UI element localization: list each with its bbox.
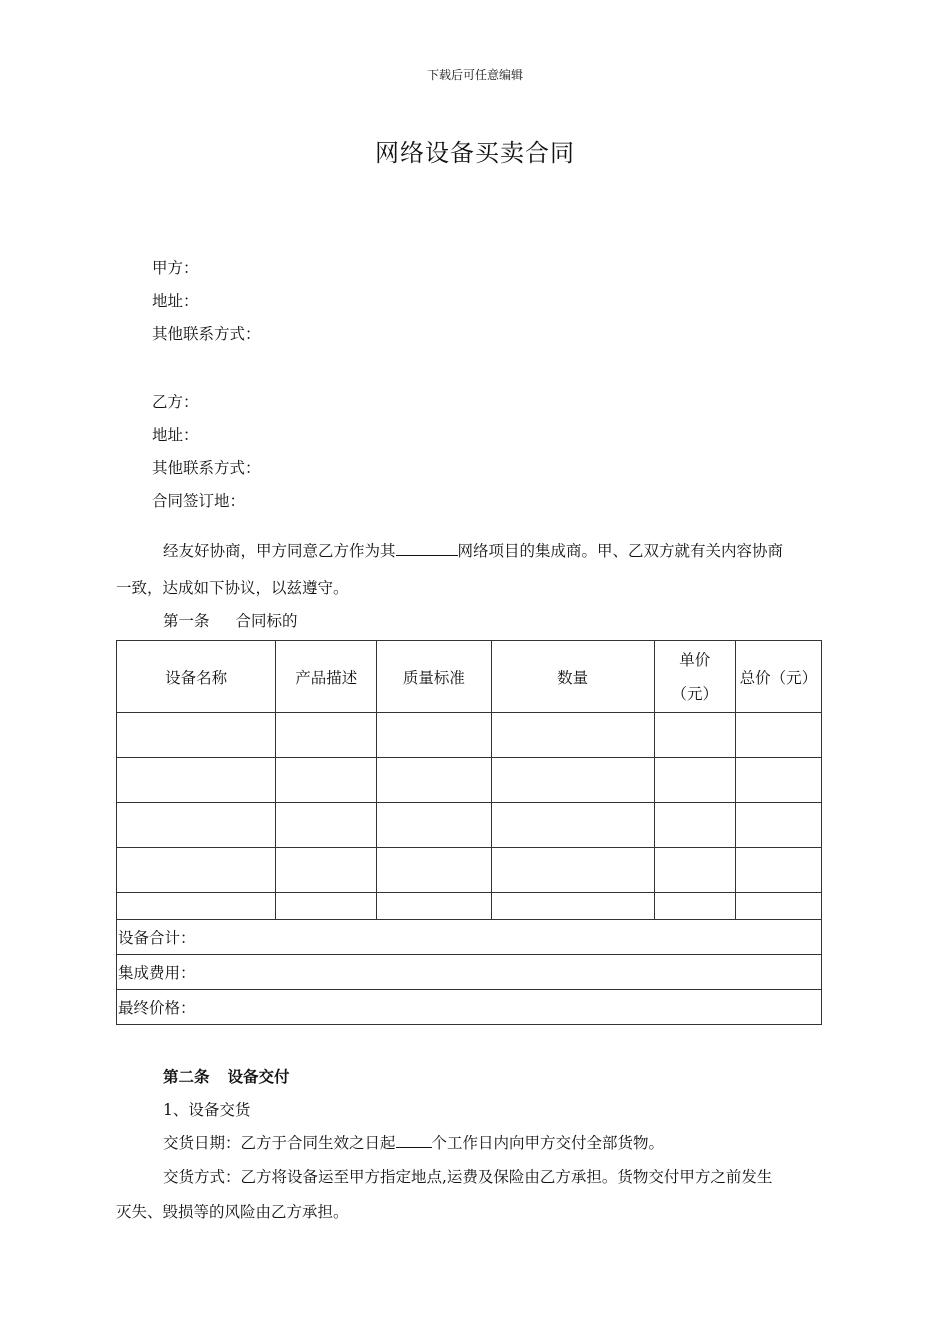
table-cell bbox=[654, 758, 735, 803]
table-cell bbox=[491, 713, 654, 758]
header-quantity: 数量 bbox=[491, 641, 654, 713]
table-cell bbox=[276, 713, 377, 758]
party-b-name-label: 乙方： bbox=[152, 393, 199, 411]
table-cell bbox=[654, 848, 735, 893]
table-cell bbox=[276, 803, 377, 848]
table-cell bbox=[735, 803, 821, 848]
table-cell bbox=[377, 893, 491, 920]
summary-row-final-price bbox=[117, 990, 822, 1025]
table-row bbox=[117, 848, 822, 893]
header-unit-price-label: 单价 bbox=[679, 650, 711, 669]
table-cell bbox=[654, 893, 735, 920]
summary-row-integration-fee bbox=[117, 955, 822, 990]
table-cell bbox=[117, 758, 276, 803]
table-cell bbox=[276, 848, 377, 893]
header-device-name: 设备名称 bbox=[117, 641, 276, 713]
header-unit-price-unit: （元） bbox=[671, 684, 719, 703]
intro-text-1: 经友好协商，甲方同意乙方作为其 bbox=[163, 542, 396, 560]
signing-place-label: 合同签订地： bbox=[152, 492, 246, 510]
article-1-number: 第一条 bbox=[163, 612, 210, 630]
delivery-date-text-2: 个工作日内向甲方交付全部货物。 bbox=[431, 1134, 665, 1152]
table-cell bbox=[491, 803, 654, 848]
party-b-contact-label: 其他联系方式： bbox=[152, 459, 261, 477]
table-row bbox=[117, 758, 822, 803]
article-2-heading bbox=[163, 1065, 290, 1087]
table-cell bbox=[276, 893, 377, 920]
equipment-table bbox=[116, 640, 822, 1025]
intro-line-2: 一致，达成如下协议，以兹遵守。 bbox=[116, 579, 349, 597]
article-1-heading bbox=[163, 609, 298, 631]
table-row bbox=[117, 893, 822, 920]
table-cell bbox=[276, 758, 377, 803]
header-product-description: 产品描述 bbox=[276, 641, 377, 713]
intro-paragraph bbox=[163, 539, 783, 561]
table-cell bbox=[117, 848, 276, 893]
delivery-heading: 1、设备交货 bbox=[163, 1101, 251, 1119]
table-cell bbox=[491, 758, 654, 803]
equipment-total-label: 设备合计： bbox=[117, 920, 822, 955]
table-cell bbox=[491, 893, 654, 920]
table-cell bbox=[117, 893, 276, 920]
article-1-title: 合同标的 bbox=[235, 612, 298, 630]
party-b-address-label: 地址： bbox=[152, 426, 199, 444]
working-days-blank bbox=[396, 1132, 432, 1149]
article-2-number: 第二条 bbox=[163, 1067, 210, 1086]
header-total-price: 总价（元） bbox=[735, 641, 821, 713]
summary-row-equipment-total bbox=[117, 920, 822, 955]
header-note: 下载后可任意编辑 bbox=[426, 68, 523, 82]
table-cell bbox=[491, 848, 654, 893]
party-a-contact-label: 其他联系方式： bbox=[152, 325, 261, 343]
table-cell bbox=[654, 803, 735, 848]
header-quality-standard: 质量标准 bbox=[377, 641, 491, 713]
table-cell bbox=[117, 713, 276, 758]
delivery-date-text-1: 交货日期：乙方于合同生效之日起 bbox=[163, 1134, 396, 1152]
delivery-method-line-2: 灭失、毁损等的风险由乙方承担。 bbox=[116, 1203, 349, 1221]
delivery-method-line-1: 交货方式：乙方将设备运至甲方指定地点,运费及保险由乙方承担。货物交付甲方之前发生 bbox=[163, 1168, 773, 1186]
integration-fee-label: 集成费用： bbox=[117, 955, 822, 990]
table-row bbox=[117, 803, 822, 848]
article-2-title: 设备交付 bbox=[227, 1067, 290, 1086]
final-price-label: 最终价格： bbox=[117, 990, 822, 1025]
party-a-address-label: 地址： bbox=[152, 292, 199, 310]
table-header-row bbox=[117, 641, 822, 713]
table-cell bbox=[735, 758, 821, 803]
table-cell bbox=[377, 713, 491, 758]
party-a-name-label: 甲方： bbox=[152, 259, 199, 277]
header-unit-price bbox=[654, 641, 735, 713]
table-cell bbox=[654, 713, 735, 758]
table-cell bbox=[735, 893, 821, 920]
page-title: 网络设备买卖合同 bbox=[375, 139, 575, 167]
table-cell bbox=[735, 848, 821, 893]
intro-text-2: 网络项目的集成商。甲、乙双方就有关内容协商 bbox=[457, 542, 784, 560]
table-cell bbox=[735, 713, 821, 758]
table-cell bbox=[117, 803, 276, 848]
table-row bbox=[117, 713, 822, 758]
delivery-date-paragraph bbox=[163, 1131, 664, 1153]
table-cell bbox=[377, 758, 491, 803]
table-cell bbox=[377, 848, 491, 893]
project-name-blank bbox=[396, 540, 458, 557]
table-cell bbox=[377, 803, 491, 848]
